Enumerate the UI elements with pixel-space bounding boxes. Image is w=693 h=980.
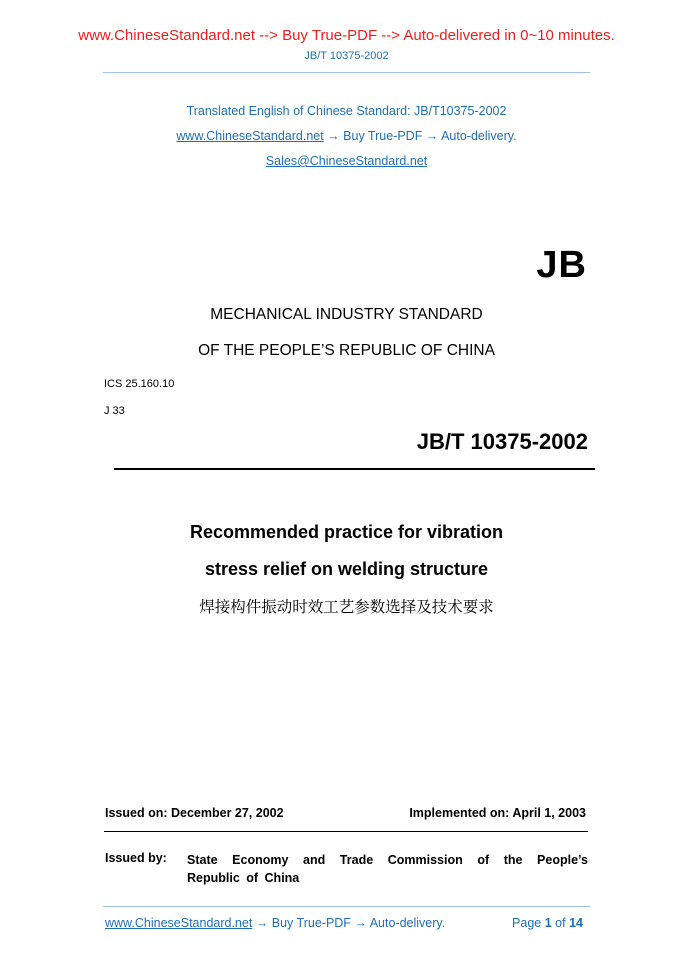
store-link[interactable]: www.ChineseStandard.net <box>176 129 324 143</box>
ccs-code: J 33 <box>104 405 125 417</box>
issued-on-date: Issued on: December 27, 2002 <box>105 806 284 820</box>
footer-store-link[interactable]: www.ChineseStandard.net <box>105 916 253 930</box>
ics-code: ICS 25.160.10 <box>104 378 175 390</box>
industry-title-line1: MECHANICAL INDUSTRY STANDARD <box>210 306 483 323</box>
sales-email-link[interactable]: Sales@ChineseStandard.net <box>265 154 428 168</box>
header-divider <box>103 72 590 73</box>
document-title-chinese: 焊接构件振动时效工艺参数选择及技术要求 <box>199 598 494 616</box>
issued-by-value: State Economy and Trade Commission of the People’s Republic of China <box>187 853 588 885</box>
footer-divider <box>103 906 590 907</box>
top-banner[interactable]: www.ChineseStandard.net --> Buy True-PDF --> Auto-delivered in 0~10 minutes. <box>78 27 615 44</box>
footer-store-text: → Buy True-PDF → Auto-delivery. <box>252 916 446 930</box>
jb-logo: JB <box>536 244 587 286</box>
page-label: Page <box>512 916 542 930</box>
store-line-text: → Buy True-PDF → Auto-delivery. <box>323 129 517 143</box>
document-title-line2: stress relief on welding structure <box>204 559 489 579</box>
store-line <box>0 129 693 143</box>
dates-divider <box>104 831 588 832</box>
industry-title-line2: OF THE PEOPLE’S REPUBLIC OF CHINA <box>198 342 495 359</box>
page-of: of <box>555 916 566 930</box>
document-title-line1: Recommended practice for vibration <box>189 522 504 542</box>
standard-number: JB/T 10375-2002 <box>416 429 588 454</box>
sales-line <box>0 154 693 168</box>
page-indicator <box>512 916 583 930</box>
page-total: 14 <box>569 916 583 930</box>
page-current: 1 <box>544 916 552 930</box>
header-standard-code: JB/T 10375-2002 <box>304 50 389 62</box>
footer-store-line <box>105 916 445 930</box>
issued-by-label: Issued by: <box>105 851 167 865</box>
implemented-on-date: Implemented on: April 1, 2003 <box>409 806 586 820</box>
translation-note: Translated English of Chinese Standard: JB/T10375-2002 <box>186 104 507 118</box>
standard-number-rule <box>114 468 595 470</box>
